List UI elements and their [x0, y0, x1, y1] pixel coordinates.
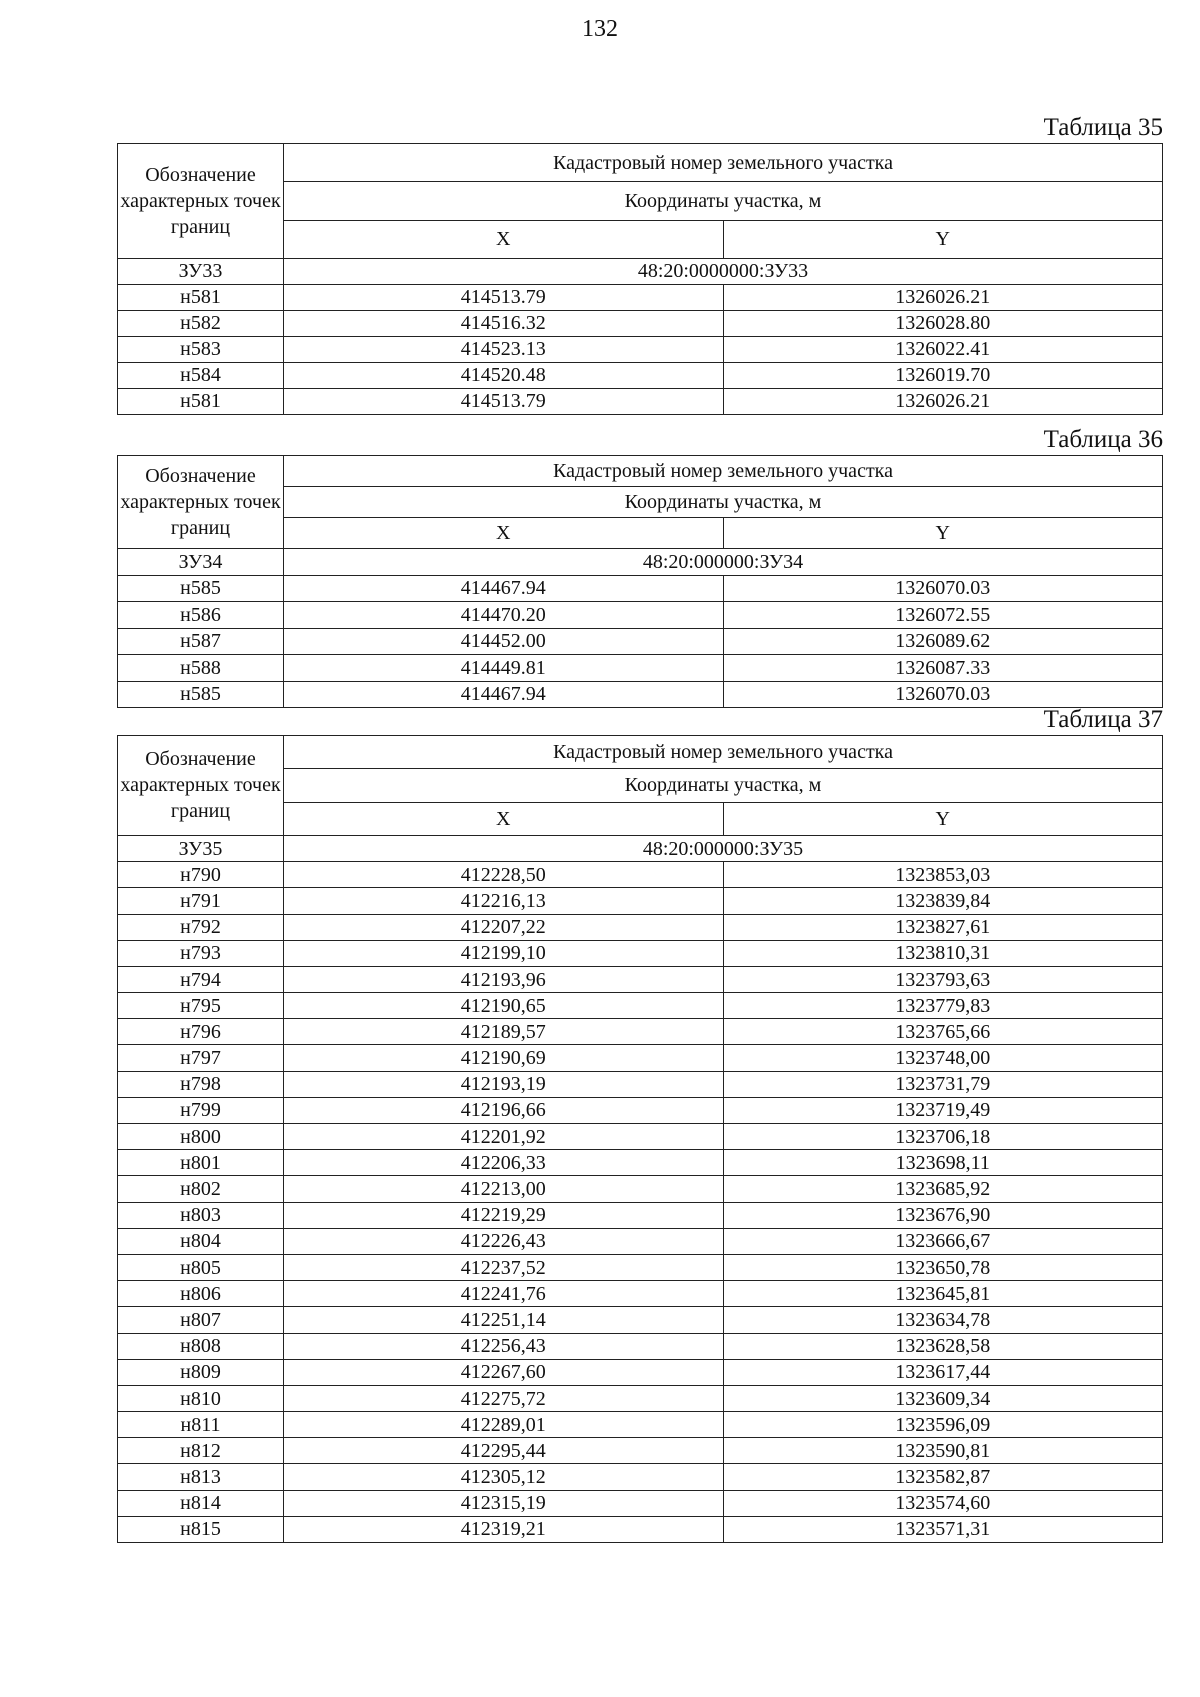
- point-name: н581: [118, 284, 284, 310]
- coordinates-table: [117, 455, 1163, 708]
- table-row: [118, 1438, 1163, 1464]
- point-name: н807: [118, 1307, 284, 1333]
- x-coordinate: 414452.00: [284, 628, 724, 655]
- point-name: н582: [118, 310, 284, 336]
- y-coordinate: 1323839,84: [723, 888, 1163, 914]
- point-name: н806: [118, 1281, 284, 1307]
- point-name: н811: [118, 1412, 284, 1438]
- point-name: н814: [118, 1490, 284, 1516]
- x-coordinate: 412199,10: [284, 940, 724, 966]
- cadastral-number: 48:20:0000000:ЗУ33: [284, 258, 1163, 284]
- point-name: н812: [118, 1438, 284, 1464]
- y-coordinate: 1323617,44: [723, 1359, 1163, 1385]
- x-coordinate: 412196,66: [284, 1097, 724, 1123]
- y-coordinate: 1323666,67: [723, 1228, 1163, 1254]
- y-coordinate: 1326072.55: [723, 602, 1163, 629]
- y-coordinate: 1326019.70: [723, 362, 1163, 388]
- point-name: н813: [118, 1464, 284, 1490]
- point-name: н815: [118, 1516, 284, 1542]
- cadastral-number-header: Кадастровый номер земельного участка: [284, 144, 1163, 182]
- x-coordinate: 412319,21: [284, 1516, 724, 1542]
- coordinates-header: Координаты участка, м: [284, 769, 1163, 802]
- x-coordinate: 412193,96: [284, 966, 724, 992]
- y-coordinate: 1323765,66: [723, 1019, 1163, 1045]
- table-row: [118, 336, 1163, 362]
- plot-id: ЗУ34: [118, 549, 284, 576]
- x-coordinate: 414467.94: [284, 681, 724, 708]
- x-coordinate: 412275,72: [284, 1385, 724, 1411]
- header-row: [118, 456, 1163, 487]
- x-coordinate: 412206,33: [284, 1150, 724, 1176]
- x-coordinate: 414520.48: [284, 362, 724, 388]
- y-coordinate: 1326026.21: [723, 388, 1163, 414]
- coordinates-header: Координаты участка, м: [284, 182, 1163, 220]
- point-name: н585: [118, 575, 284, 602]
- y-coordinate: 1323731,79: [723, 1071, 1163, 1097]
- table-row: [118, 1254, 1163, 1280]
- plot-id: ЗУ33: [118, 258, 284, 284]
- x-column-header: X: [284, 220, 724, 258]
- x-coordinate: 412267,60: [284, 1359, 724, 1385]
- x-coordinate: 412190,69: [284, 1045, 724, 1071]
- header-row: [118, 736, 1163, 769]
- table-row: [118, 575, 1163, 602]
- point-designation-header: Обозначение характерных точек границ: [118, 736, 284, 836]
- x-coordinate: 414467.94: [284, 575, 724, 602]
- table-row: [118, 1150, 1163, 1176]
- plot-row: [118, 835, 1163, 861]
- point-name: н796: [118, 1019, 284, 1045]
- y-coordinate: 1323628,58: [723, 1333, 1163, 1359]
- table-row: [118, 1385, 1163, 1411]
- x-coordinate: 412228,50: [284, 862, 724, 888]
- x-coordinate: 414513.79: [284, 284, 724, 310]
- x-coordinate: 412226,43: [284, 1228, 724, 1254]
- table-row: [118, 1202, 1163, 1228]
- header-row: [118, 144, 1163, 182]
- y-coordinate: 1326028.80: [723, 310, 1163, 336]
- table-row: [118, 1359, 1163, 1385]
- point-name: н809: [118, 1359, 284, 1385]
- y-column-header: Y: [723, 802, 1163, 835]
- x-coordinate: 412305,12: [284, 1464, 724, 1490]
- y-coordinate: 1326026.21: [723, 284, 1163, 310]
- y-coordinate: 1323810,31: [723, 940, 1163, 966]
- table-row: [118, 1071, 1163, 1097]
- y-coordinate: 1323676,90: [723, 1202, 1163, 1228]
- x-coordinate: 412315,19: [284, 1490, 724, 1516]
- point-name: н804: [118, 1228, 284, 1254]
- point-name: н790: [118, 862, 284, 888]
- y-column-header: Y: [723, 518, 1163, 549]
- table-row: [118, 1412, 1163, 1438]
- point-name: н795: [118, 993, 284, 1019]
- table-row: [118, 993, 1163, 1019]
- y-coordinate: 1323698,11: [723, 1150, 1163, 1176]
- point-name: н803: [118, 1202, 284, 1228]
- table-row: [118, 1307, 1163, 1333]
- table-row: [118, 966, 1163, 992]
- x-coordinate: 414449.81: [284, 655, 724, 682]
- x-coordinate: 414516.32: [284, 310, 724, 336]
- table-row: [118, 1124, 1163, 1150]
- cadastral-number-header: Кадастровый номер земельного участка: [284, 456, 1163, 487]
- table-row: [118, 1045, 1163, 1071]
- table-row: [118, 628, 1163, 655]
- x-coordinate: 412237,52: [284, 1254, 724, 1280]
- table-row: [118, 602, 1163, 629]
- point-name: н794: [118, 966, 284, 992]
- x-coordinate: 414470.20: [284, 602, 724, 629]
- coordinates-table: [117, 735, 1163, 1543]
- table-row: [118, 1019, 1163, 1045]
- point-name: н581: [118, 388, 284, 414]
- x-coordinate: 412295,44: [284, 1438, 724, 1464]
- y-coordinate: 1326087.33: [723, 655, 1163, 682]
- x-coordinate: 412207,22: [284, 914, 724, 940]
- table-row: [118, 310, 1163, 336]
- x-coordinate: 412213,00: [284, 1176, 724, 1202]
- point-name: н800: [118, 1124, 284, 1150]
- y-coordinate: 1323706,18: [723, 1124, 1163, 1150]
- y-coordinate: 1326089.62: [723, 628, 1163, 655]
- table-row: [118, 1464, 1163, 1490]
- x-coordinate: 412216,13: [284, 888, 724, 914]
- point-name: н802: [118, 1176, 284, 1202]
- x-coordinate: 412256,43: [284, 1333, 724, 1359]
- y-coordinate: 1323650,78: [723, 1254, 1163, 1280]
- y-column-header: Y: [723, 220, 1163, 258]
- table-row: [118, 388, 1163, 414]
- point-name: н810: [118, 1385, 284, 1411]
- point-name: н585: [118, 681, 284, 708]
- point-name: н797: [118, 1045, 284, 1071]
- point-name: н798: [118, 1071, 284, 1097]
- y-coordinate: 1323634,78: [723, 1307, 1163, 1333]
- table-row: [118, 655, 1163, 682]
- point-designation-header: Обозначение характерных точек границ: [118, 144, 284, 259]
- table-row: [118, 1097, 1163, 1123]
- coordinates-header: Координаты участка, м: [284, 487, 1163, 518]
- table-row: [118, 914, 1163, 940]
- table-row: [118, 681, 1163, 708]
- x-coordinate: 412241,76: [284, 1281, 724, 1307]
- table-row: [118, 1176, 1163, 1202]
- x-coordinate: 412289,01: [284, 1412, 724, 1438]
- y-coordinate: 1323582,87: [723, 1464, 1163, 1490]
- y-coordinate: 1323827,61: [723, 914, 1163, 940]
- y-coordinate: 1326070.03: [723, 681, 1163, 708]
- point-name: н808: [118, 1333, 284, 1359]
- x-coordinate: 412193,19: [284, 1071, 724, 1097]
- y-coordinate: 1323853,03: [723, 862, 1163, 888]
- y-coordinate: 1323590,81: [723, 1438, 1163, 1464]
- x-coordinate: 412251,14: [284, 1307, 724, 1333]
- x-column-header: X: [284, 518, 724, 549]
- point-name: н799: [118, 1097, 284, 1123]
- y-coordinate: 1323574,60: [723, 1490, 1163, 1516]
- table-row: [118, 1333, 1163, 1359]
- table-row: [118, 888, 1163, 914]
- point-name: н584: [118, 362, 284, 388]
- x-column-header: X: [284, 802, 724, 835]
- x-coordinate: 412219,29: [284, 1202, 724, 1228]
- point-name: н793: [118, 940, 284, 966]
- table-row: [118, 940, 1163, 966]
- y-coordinate: 1326070.03: [723, 575, 1163, 602]
- y-coordinate: 1323719,49: [723, 1097, 1163, 1123]
- point-name: н805: [118, 1254, 284, 1280]
- table-36-block: [117, 425, 1163, 708]
- point-name: н586: [118, 602, 284, 629]
- x-coordinate: 412189,57: [284, 1019, 724, 1045]
- y-coordinate: 1323571,31: [723, 1516, 1163, 1542]
- point-name: н801: [118, 1150, 284, 1176]
- point-name: н587: [118, 628, 284, 655]
- point-name: н588: [118, 655, 284, 682]
- table-row: [118, 1516, 1163, 1542]
- coordinates-table: [117, 143, 1163, 415]
- y-coordinate: 1323748,00: [723, 1045, 1163, 1071]
- y-coordinate: 1323609,34: [723, 1385, 1163, 1411]
- plot-row: [118, 258, 1163, 284]
- table-row: [118, 862, 1163, 888]
- table-row: [118, 362, 1163, 388]
- y-coordinate: 1326022.41: [723, 336, 1163, 362]
- point-name: н792: [118, 914, 284, 940]
- cadastral-number-header: Кадастровый номер земельного участка: [284, 736, 1163, 769]
- y-coordinate: 1323779,83: [723, 993, 1163, 1019]
- table-caption: Таблица 37: [1043, 706, 1163, 733]
- table-row: [118, 1281, 1163, 1307]
- y-coordinate: 1323596,09: [723, 1412, 1163, 1438]
- y-coordinate: 1323645,81: [723, 1281, 1163, 1307]
- cadastral-number: 48:20:000000:ЗУ35: [284, 835, 1163, 861]
- point-designation-header: Обозначение характерных точек границ: [118, 456, 284, 549]
- table-35-block: [117, 113, 1163, 415]
- table-row: [118, 284, 1163, 310]
- y-coordinate: 1323793,63: [723, 966, 1163, 992]
- point-name: н791: [118, 888, 284, 914]
- x-coordinate: 412190,65: [284, 993, 724, 1019]
- table-caption: Таблица 35: [1043, 114, 1163, 141]
- page-number: 132: [582, 16, 618, 42]
- plot-id: ЗУ35: [118, 835, 284, 861]
- plot-row: [118, 549, 1163, 576]
- cadastral-number: 48:20:000000:ЗУ34: [284, 549, 1163, 576]
- table-caption: Таблица 36: [1043, 426, 1163, 453]
- table-row: [118, 1228, 1163, 1254]
- table-row: [118, 1490, 1163, 1516]
- x-coordinate: 414513.79: [284, 388, 724, 414]
- y-coordinate: 1323685,92: [723, 1176, 1163, 1202]
- x-coordinate: 412201,92: [284, 1124, 724, 1150]
- x-coordinate: 414523.13: [284, 336, 724, 362]
- point-name: н583: [118, 336, 284, 362]
- table-37-block: [117, 705, 1163, 1543]
